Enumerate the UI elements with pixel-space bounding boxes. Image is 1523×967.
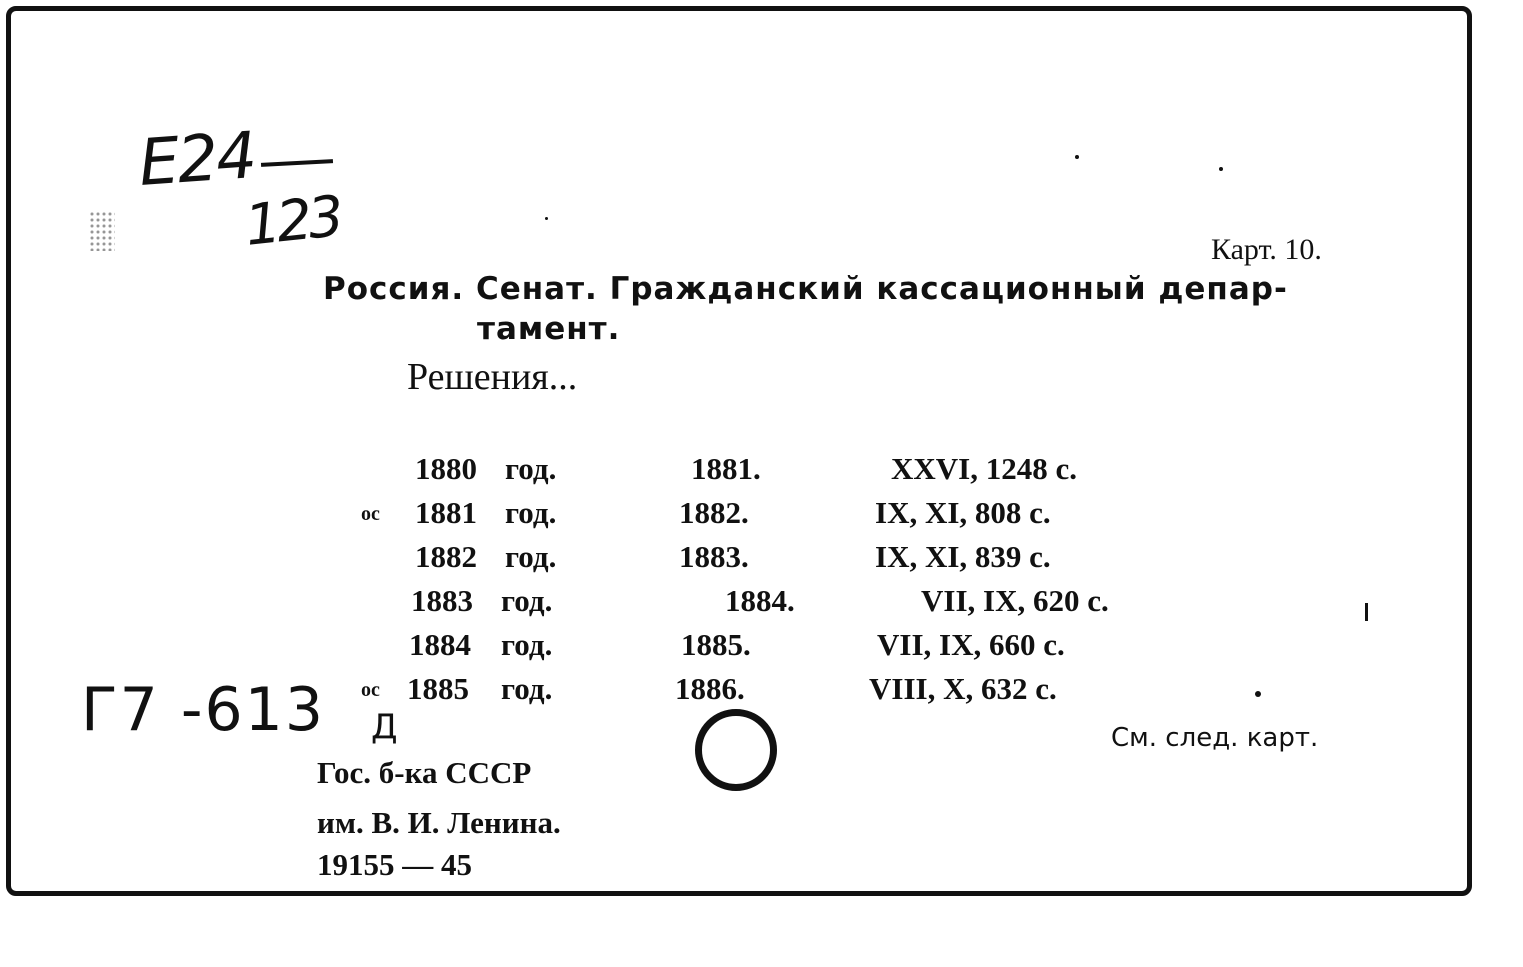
scan-speck: [1219, 167, 1223, 171]
table-row: [11, 627, 1471, 667]
scan-speck: [545, 217, 548, 220]
heading-line-2: тамент.: [477, 311, 621, 347]
row-year-label: год.: [505, 539, 557, 574]
library-line-3: 19155 — 45: [317, 847, 472, 882]
row-volume: VII, IX, 620 с.: [921, 583, 1109, 618]
heading-line-1: Россия. Сенат. Гражданский кассационный депар-: [323, 271, 1288, 307]
table-row: [11, 583, 1471, 623]
row-pub-year: 1881.: [691, 451, 761, 486]
handwritten-suffix: Д: [371, 707, 398, 747]
row-pub-year: 1885.: [681, 627, 751, 662]
row-year: 1882: [415, 539, 477, 574]
row-volume: IX, XI, 808 с.: [875, 495, 1051, 530]
row-year: 1884: [409, 627, 471, 662]
row-pub-year: 1883.: [679, 539, 749, 574]
row-year: 1883: [411, 583, 473, 618]
row-volume: IX, XI, 839 с.: [875, 539, 1051, 574]
table-row: [11, 451, 1471, 491]
row-year-label: год.: [501, 627, 553, 662]
row-year-label: год.: [501, 583, 553, 618]
handwritten-code-sub: 123: [241, 184, 344, 259]
scan-speck: [89, 211, 115, 251]
subtitle: Решения...: [407, 356, 578, 398]
scan-speck: [1075, 155, 1079, 159]
punch-hole: [695, 709, 777, 791]
handwritten-code-underline: [261, 159, 333, 167]
row-year-label: год.: [505, 451, 557, 486]
row-year: 1885: [407, 671, 469, 706]
holdings-table: [11, 451, 1471, 711]
handwritten-code-top: E24: [136, 119, 258, 201]
card-number: Карт. 10.: [1211, 233, 1322, 266]
row-prefix: ос: [361, 503, 380, 525]
row-pub-year: 1882.: [679, 495, 749, 530]
row-volume: VIII, X, 632 с.: [869, 671, 1057, 706]
library-line-2: им. В. И. Ленина.: [317, 805, 561, 840]
row-year: 1881: [415, 495, 477, 530]
see-next-card: См. след. карт.: [1111, 723, 1319, 753]
catalog-card: [6, 6, 1472, 896]
row-year: 1880: [415, 451, 477, 486]
table-row: [11, 495, 1471, 535]
library-line-1: Гос. б-ка СССР: [317, 755, 532, 790]
table-row: [11, 539, 1471, 579]
row-year-label: год.: [501, 671, 553, 706]
row-pub-year: 1886.: [675, 671, 745, 706]
scan-speck: [1365, 603, 1368, 621]
row-volume: XXVI, 1248 с.: [891, 451, 1077, 486]
row-pub-year: 1884.: [725, 583, 795, 618]
row-prefix: ос: [361, 679, 380, 701]
handwritten-shelfmark: Г7 -613: [81, 675, 326, 745]
row-volume: VII, IX, 660 с.: [877, 627, 1065, 662]
row-year-label: год.: [505, 495, 557, 530]
scan-speck: [1255, 691, 1261, 697]
